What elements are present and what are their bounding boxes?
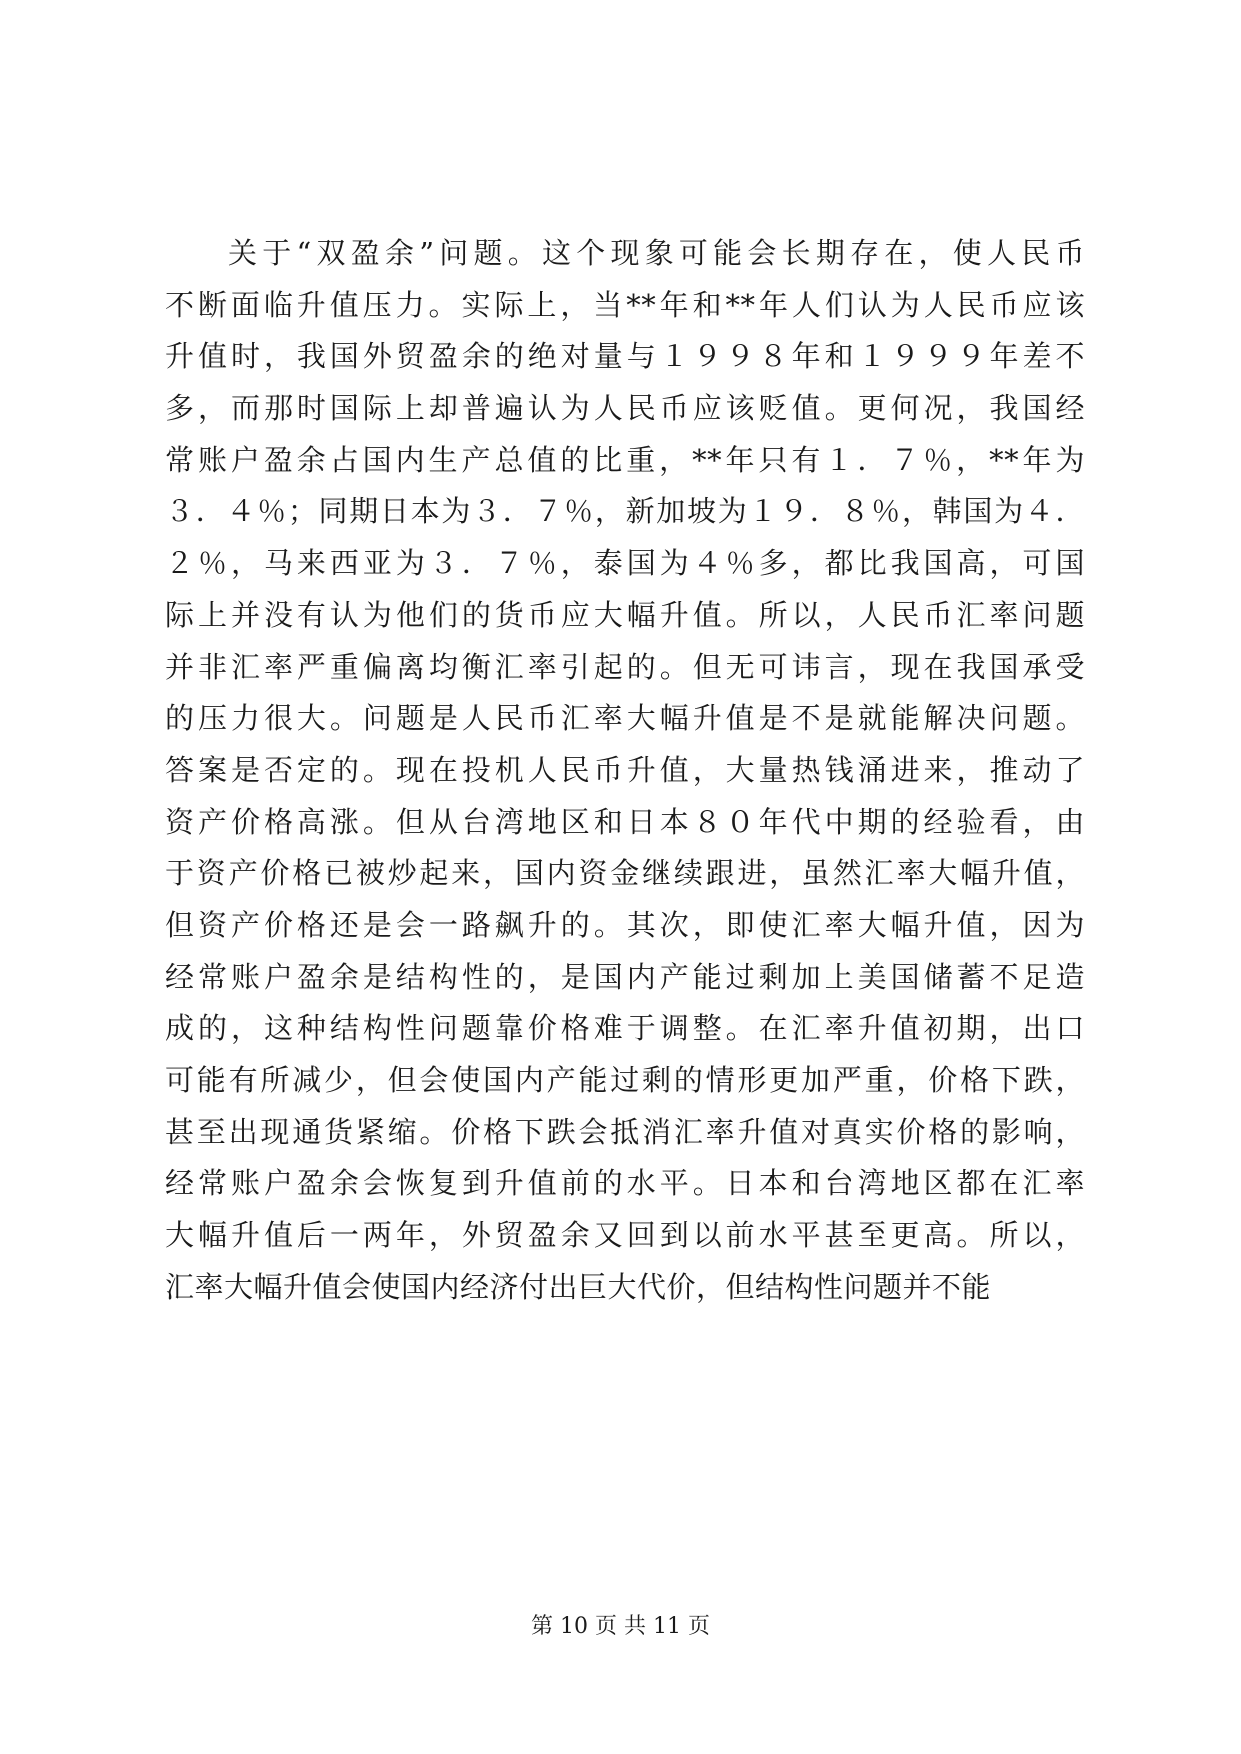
paragraph-line: 甚至出现通货紧缩。价格下跌会抵消汇率升值对真实价格的影响， [165, 1114, 1085, 1149]
paragraph-line: 升值时，我国外贸盈余的绝对量与１９９８年和１９９９年差不 [165, 339, 1085, 374]
paragraph-line: 答案是否定的。现在投机人民币升值，大量热钱涌进来，推动了 [165, 752, 1085, 787]
paragraph-line: 大幅升值后一两年，外贸盈余又回到以前水平甚至更高。所以， [165, 1218, 1085, 1253]
paragraph-line: 际上并没有认为他们的货币应大幅升值。所以，人民币汇率问题 [165, 597, 1085, 632]
page-number-footer: 第 10 页 共 11 页 [531, 1614, 710, 1639]
paragraph-line: 的压力很大。问题是人民币汇率大幅升值是不是就能解决问题。 [165, 701, 1085, 736]
paragraph-line: 经常账户盈余是结构性的，是国内产能过剩加上美国储蓄不足造 [165, 959, 1085, 994]
paragraph-line: 但资产价格还是会一路飙升的。其次，即使汇率大幅升值，因为 [165, 907, 1085, 942]
paragraph-line: 汇率大幅升值会使国内经济付出巨大代价，但结构性问题并不能 [165, 1269, 992, 1304]
body-paragraph [165, 228, 1085, 1313]
paragraph-line: 资产价格高涨。但从台湾地区和日本８０年代中期的经验看，由 [165, 804, 1085, 839]
paragraph-line: 不断面临升值压力。实际上，当**年和**年人们认为人民币应该 [165, 287, 1085, 322]
paragraph-line: 可能有所减少，但会使国内产能过剩的情形更加严重，价格下跌， [165, 1063, 1085, 1097]
paragraph-line: 多，而那时国际上却普遍认为人民币应该贬值。更何况，我国经 [165, 391, 1085, 426]
paragraph-line: 于资产价格已被炒起来，国内资金继续跟进，虽然汇率大幅升值， [165, 856, 1085, 891]
paragraph-line: 成的，这种结构性问题靠价格难于调整。在汇率升值初期，出口 [165, 1011, 1085, 1046]
paragraph-line: ３．４％；同期日本为３．７％，新加坡为１９．８％，韩国为４． [165, 494, 1085, 529]
paragraph-line: 并非汇率严重偏离均衡汇率引起的。但无可讳言，现在我国承受 [165, 649, 1085, 684]
paragraph-line: ２％，马来西亚为３．７％，泰国为４％多，都比我国高，可国 [165, 546, 1085, 581]
paragraph-line: 常账户盈余占国内生产总值的比重，**年只有１．７％，**年为 [165, 442, 1085, 477]
paragraph-line: 关于“双盈余”问题。这个现象可能会长期存在，使人民币 [228, 236, 1085, 270]
paragraph-line: 经常账户盈余会恢复到升值前的水平。日本和台湾地区都在汇率 [165, 1166, 1085, 1201]
